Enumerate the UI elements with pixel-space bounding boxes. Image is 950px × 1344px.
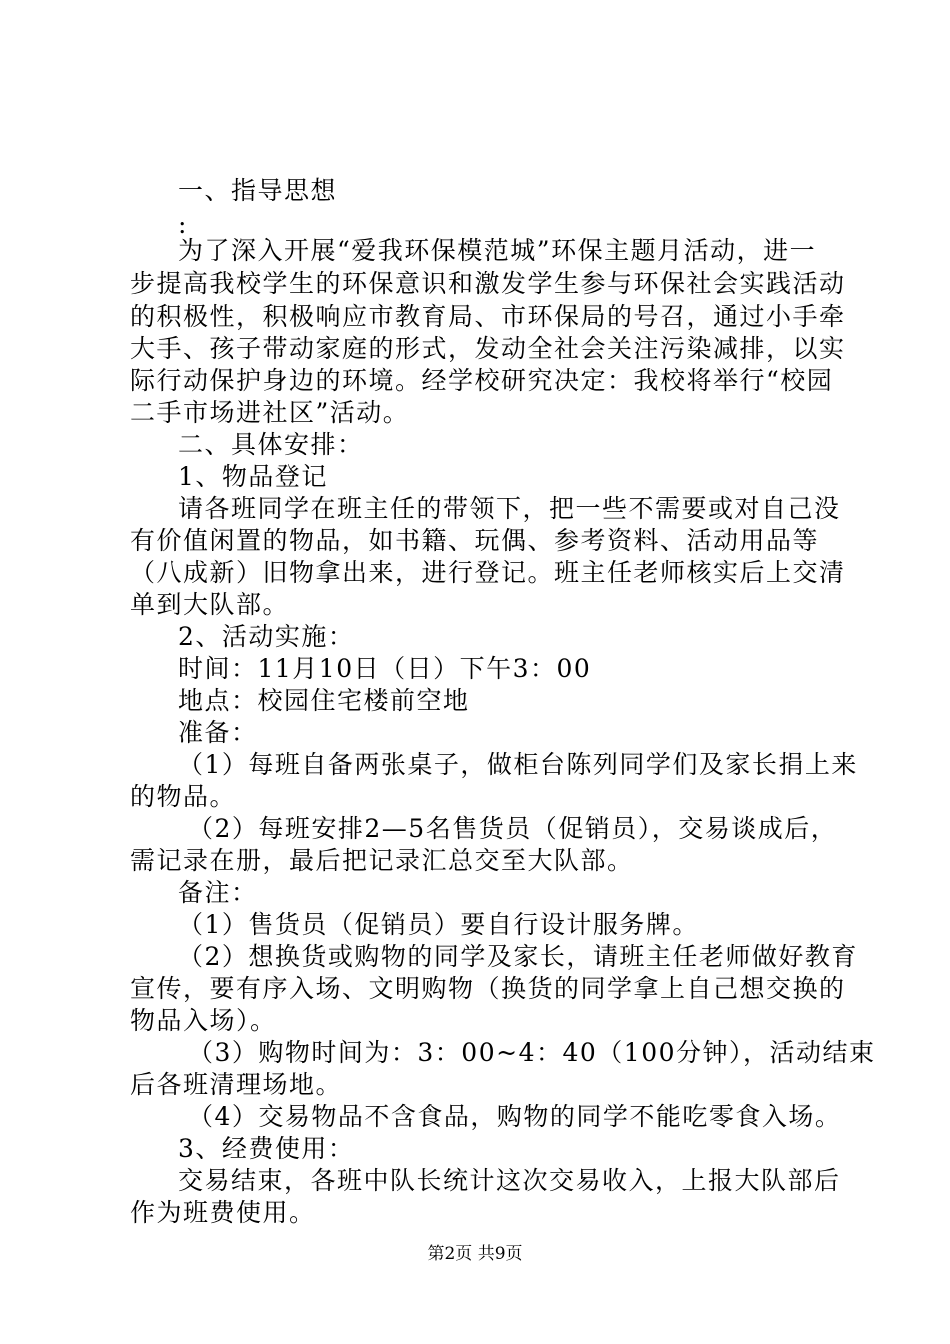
paragraph-line: 交易结束，各班中队长统计这次交易收入，上报大队部后 bbox=[178, 1166, 841, 1195]
text-line: : bbox=[178, 210, 188, 239]
paragraph-line: （八成新）旧物拿出来，进行登记。班主任老师核实后上交清 bbox=[130, 558, 846, 587]
notes-label: 备注： bbox=[178, 878, 258, 907]
paragraph-line: （1）售货员（促销员）要自行设计服务牌。 bbox=[178, 910, 699, 939]
paragraph-line: 有价值闲置的物品，如书籍、玩偶、参考资料、活动用品等 bbox=[130, 526, 820, 555]
activity-time: 时间：11月10日（日）下午3：00 bbox=[178, 654, 592, 683]
page-number-footer: 第2页 共9页 bbox=[427, 1244, 523, 1264]
paragraph-line: 作为班费使用。 bbox=[130, 1198, 316, 1227]
paragraph-line: （4）交易物品不含食品，购物的同学不能吃零食入场。 bbox=[188, 1102, 842, 1131]
paragraph-line: 单到大队部。 bbox=[130, 590, 290, 619]
section-heading-guiding-ideology: 一、指导思想 bbox=[178, 176, 338, 205]
subheading-activity-implementation: 2、活动实施： bbox=[178, 622, 355, 651]
paragraph-line: （3）购物时间为：3：00~4：40（100分钟），活动结束 bbox=[188, 1038, 876, 1067]
section-heading-arrangements: 二、具体安排： bbox=[178, 430, 364, 459]
paragraph-line: 的积极性，积极响应市教育局、市环保局的号召，通过小手牵 bbox=[130, 302, 846, 331]
paragraph-line: 为了深入开展“爱我环保模范城”环保主题月活动，进一 bbox=[178, 236, 817, 265]
subheading-item-registration: 1、物品登记 bbox=[178, 462, 328, 491]
paragraph-line: 的物品。 bbox=[130, 782, 237, 811]
paragraph-line: 际行动保护身边的环境。经学校研究决定：我校将举行“校园 bbox=[130, 366, 834, 395]
paragraph-line: 需记录在册，最后把记录汇总交至大队部。 bbox=[130, 846, 634, 875]
preparation-label: 准备： bbox=[178, 718, 258, 747]
paragraph-line: 后各班清理场地。 bbox=[130, 1070, 343, 1099]
paragraph-line: （2）每班安排2—5名售货员（促销员），交易谈成后， bbox=[188, 814, 838, 843]
paragraph-line: 物品入场）。 bbox=[130, 1006, 277, 1035]
paragraph-line: 请各班同学在班主任的带领下，把一些不需要或对自己没 bbox=[178, 494, 841, 523]
paragraph-line: （1）每班自备两张桌子，做柜台陈列同学们及家长捐上来 bbox=[178, 750, 858, 779]
paragraph-line: 步提高我校学生的环保意识和激发学生参与环保社会实践活动 bbox=[130, 269, 846, 298]
subheading-funding-use: 3、经费使用： bbox=[178, 1134, 355, 1163]
paragraph-line: 二手市场进社区”活动。 bbox=[130, 398, 410, 427]
paragraph-line: 宣传，要有序入场、文明购物（换货的同学拿上自己想交换的 bbox=[130, 974, 846, 1003]
paragraph-line: （2）想换货或购物的同学及家长，请班主任老师做好教育 bbox=[178, 942, 858, 971]
paragraph-line: 大手、孩子带动家庭的形式，发动全社会关注污染减排，以实 bbox=[130, 334, 846, 363]
activity-location: 地点：校园住宅楼前空地 bbox=[178, 686, 470, 715]
